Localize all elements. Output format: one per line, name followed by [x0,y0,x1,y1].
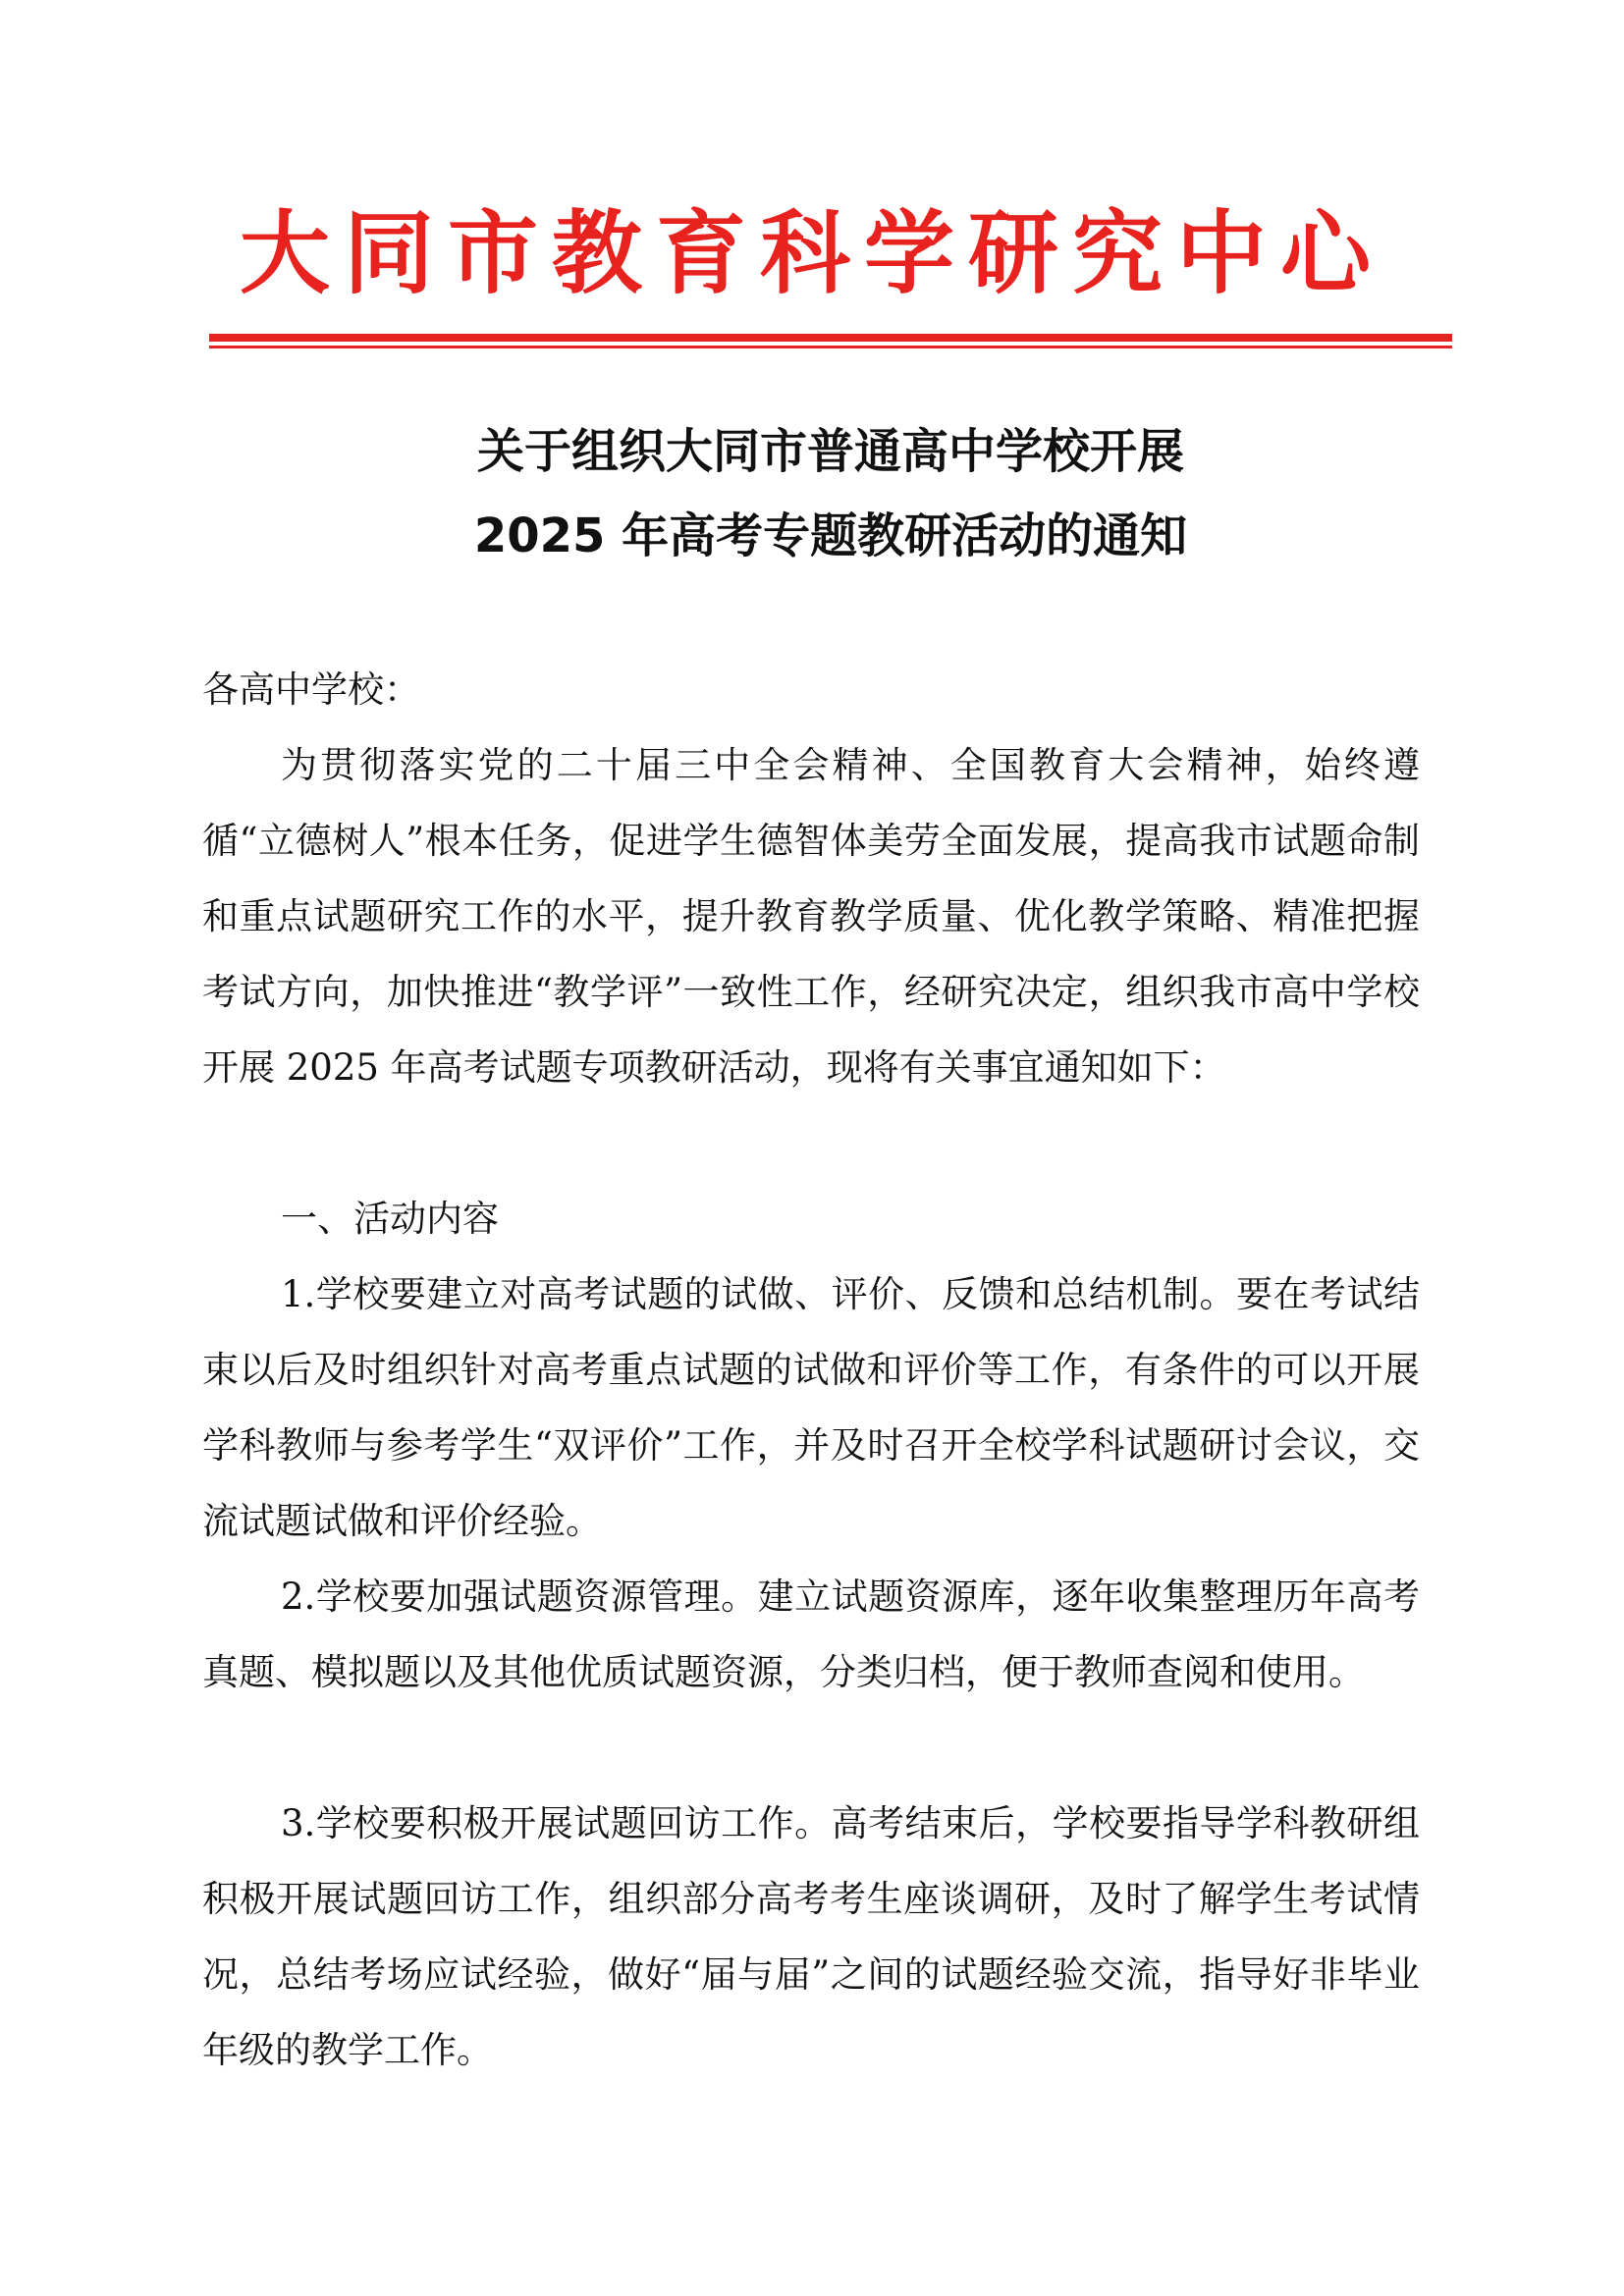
content-item-3: 3.学校要积极开展试题回访工作。高考结束后，学校要指导学科教研组积极开展试题回访工作，组织部分高考考生座谈调研，及时了解学生考试情况，总结考场应试经验，做好“届与届”之间的试题经验交流，指导好非毕业年级的教学工作。 [202,1802,1420,2071]
header-divider-thin [209,346,1452,348]
header-divider-thick [209,334,1452,342]
organization-header: 大同市教育科学研究中心 [239,200,1384,306]
document-title-line-1: 关于组织大同市普通高中学校开展 [476,424,1184,479]
content-item-2: 2.学校要加强试题资源管理。建立试题资源库，逐年收集整理历年高考真题、模拟题以及其他优质试题资源，分类归档，便于教师查阅和使用。 [202,1575,1420,1693]
document-title-line-2: 2025 年高考专题教研活动的通知 [473,508,1188,563]
salutation: 各高中学校： [202,668,420,711]
intro-paragraph: 为贯彻落实党的二十届三中全会精神、全国教育大会精神，始终遵循“立德树人”根本任务，促进学生德智体美劳全面发展，提高我市试题命制和重点试题研究工作的水平，提升教育教学质量、优化教学策略、精准把握考试方向，加快推进“教学评”一致性工作，经研究决定，组织我市高中学校开展 2025 年高考试题专项教研活动，现将有关事宜通知如下： [202,744,1420,1089]
section-heading: 一、活动内容 [281,1198,499,1240]
content-item-1: 1.学校要建立对高考试题的试做、评价、反馈和总结机制。要在考试结束以后及时组织针对高考重点试题的试做和评价等工作，有条件的可以开展学科教师与参考学生“双评价”工作，并及时召开全校学科试题研讨会议，交流试题试做和评价经验。 [202,1273,1420,1542]
